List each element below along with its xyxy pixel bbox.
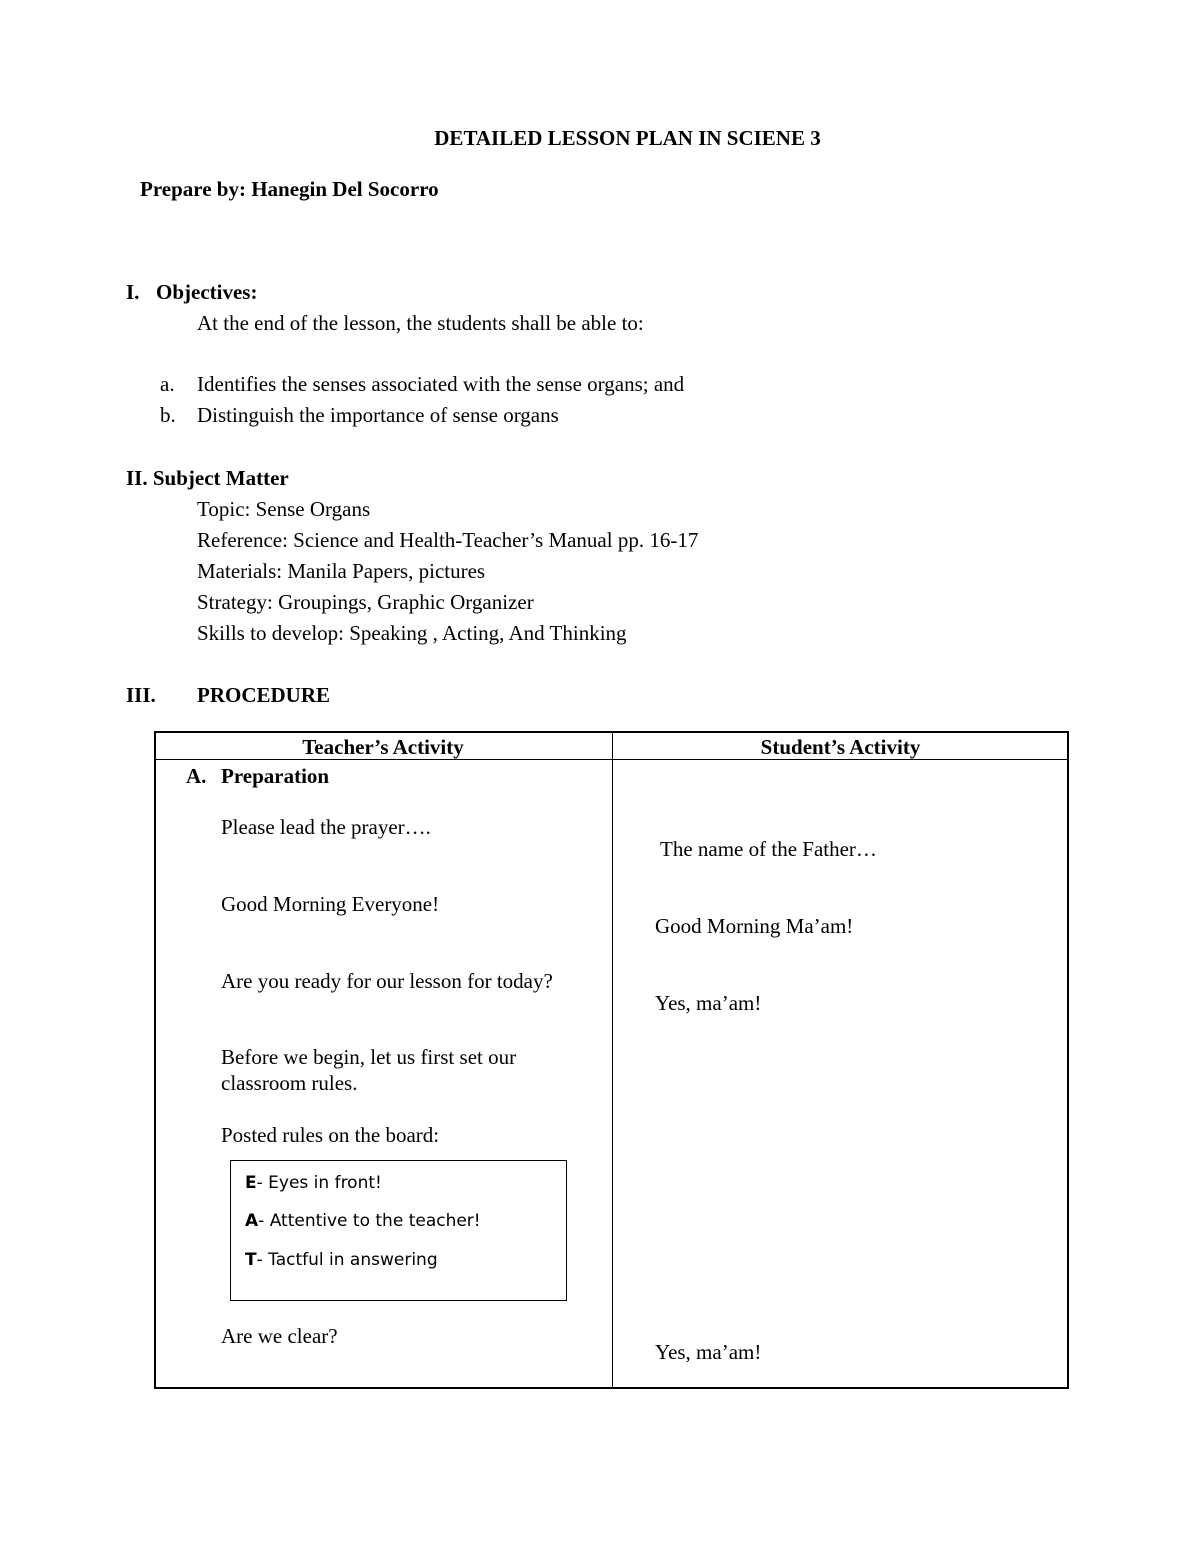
teacher-line: Are we clear? xyxy=(221,1324,338,1348)
procedure-heading: PROCEDURE xyxy=(197,683,331,707)
rule-item xyxy=(245,1173,382,1193)
objective-marker: a. xyxy=(160,372,175,396)
rule-item xyxy=(245,1211,481,1231)
student-column-header: Student’s Activity xyxy=(760,735,921,759)
subject-topic: Topic: Sense Organs xyxy=(197,497,371,521)
subject-materials: Materials: Manila Papers, pictures xyxy=(197,559,486,583)
rule-text: - Eyes in front! xyxy=(256,1173,382,1193)
rule-text: - Attentive to the teacher! xyxy=(258,1211,481,1231)
objectives-intro: At the end of the lesson, the students shall be able to: xyxy=(197,311,644,335)
teacher-line: Good Morning Everyone! xyxy=(221,892,440,916)
rule-letter: E xyxy=(245,1173,257,1193)
student-line: Yes, ma’am! xyxy=(655,991,762,1015)
teacher-line: classroom rules. xyxy=(221,1071,358,1095)
section-title: Preparation xyxy=(221,764,330,788)
objective-item: Identifies the senses associated with the sense organs; and xyxy=(197,372,685,396)
rule-letter: T xyxy=(245,1250,257,1270)
student-line: The name of the Father… xyxy=(660,837,877,861)
teacher-line: Before we begin, let us first set our xyxy=(221,1045,517,1069)
objective-item: Distinguish the importance of sense organs xyxy=(197,403,559,427)
teacher-line: Please lead the prayer…. xyxy=(221,815,431,839)
rule-text: - Tactful in answering xyxy=(256,1250,438,1270)
teacher-column-header: Teacher’s Activity xyxy=(302,735,464,759)
prepared-by: Prepare by: Hanegin Del Socorro xyxy=(140,177,439,201)
table-column-divider xyxy=(612,731,613,1389)
teacher-line: Posted rules on the board: xyxy=(221,1123,440,1147)
subject-matter-heading: II. Subject Matter xyxy=(126,466,289,490)
subject-strategy: Strategy: Groupings, Graphic Organizer xyxy=(197,590,534,614)
rule-letter: A xyxy=(245,1211,259,1231)
objectives-heading: Objectives: xyxy=(156,280,258,304)
classroom-rules-box xyxy=(230,1160,567,1301)
student-line: Yes, ma’am! xyxy=(655,1340,762,1364)
subject-reference: Reference: Science and Health-Teacher’s Manual pp. 16-17 xyxy=(197,528,699,552)
rule-item xyxy=(245,1250,438,1270)
student-line: Good Morning Ma’am! xyxy=(655,914,854,938)
objectives-number: I. xyxy=(126,280,140,304)
page-title: DETAILED LESSON PLAN IN SCIENE 3 xyxy=(434,126,821,150)
subject-skills: Skills to develop: Speaking , Acting, And Thinking xyxy=(197,621,627,645)
teacher-line: Are you ready for our lesson for today? xyxy=(221,969,553,993)
objective-marker: b. xyxy=(160,403,176,427)
procedure-number: III. xyxy=(126,683,156,707)
section-marker: A. xyxy=(186,764,207,788)
